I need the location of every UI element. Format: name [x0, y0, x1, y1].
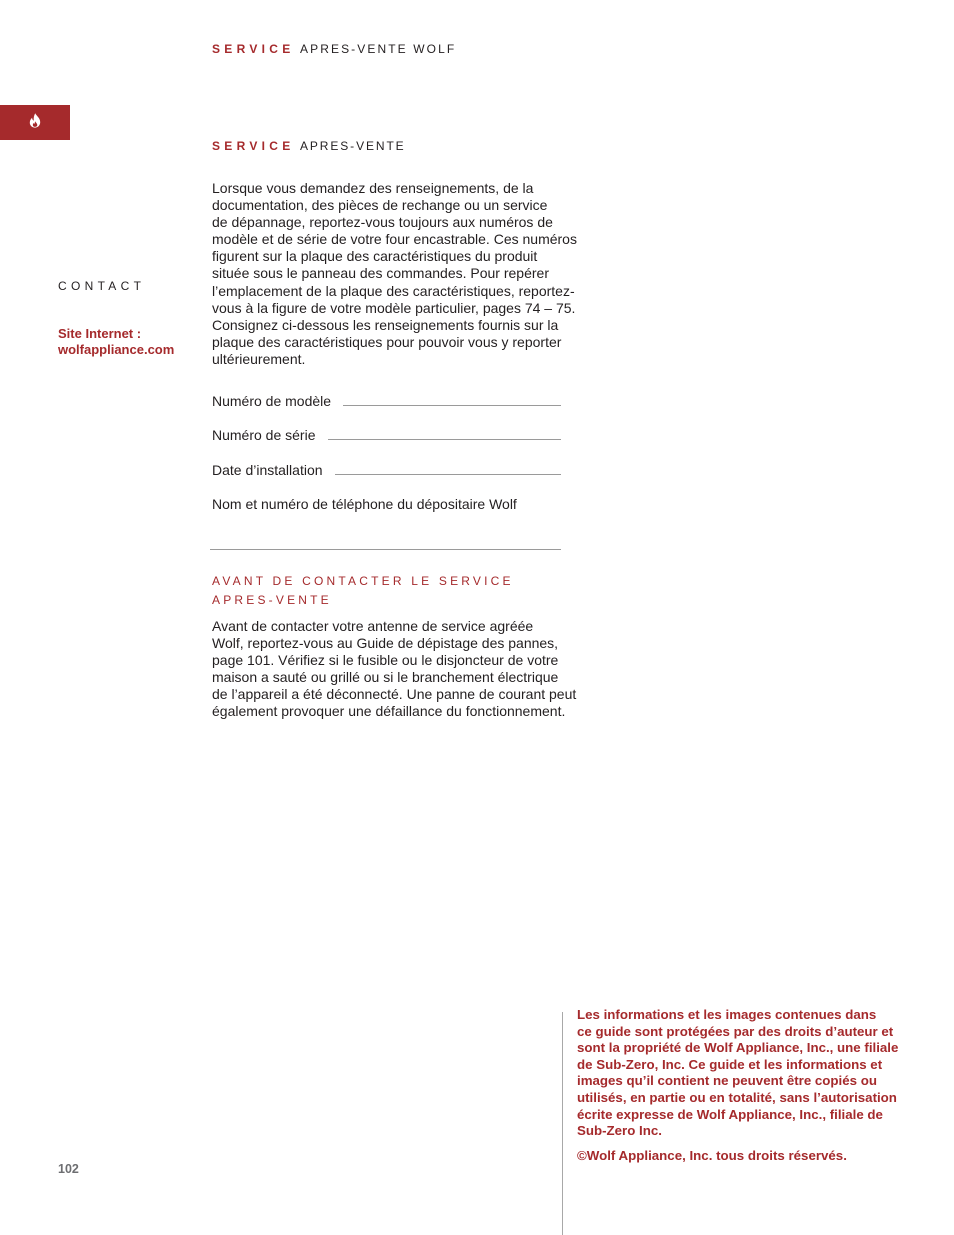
serial-number-blank	[328, 439, 562, 440]
intro-line: Consignez ci-dessous les renseignements fournis sur la	[212, 316, 559, 333]
before-contact-paragraph	[212, 618, 576, 721]
section-accent: SERVICE	[212, 139, 295, 153]
intro-line: de dépannage, reportez-vous toujours aux numéros de	[212, 214, 553, 231]
before-contact-line: maison a sauté ou grillé ou si le branchement électrique	[212, 669, 559, 686]
header-accent: SERVICE	[212, 42, 295, 56]
before-contact-line: également provoquer une défaillance du fonctionnement.	[212, 703, 566, 720]
install-date-blank	[335, 474, 561, 475]
before-contact-line: de l’appareil a été déconnecté. Une panne de courant peut	[212, 686, 577, 703]
intro-line: Lorsque vous demandez des renseignements, de la	[212, 180, 534, 196]
model-number-blank	[343, 405, 561, 406]
before-contact-heading-line: APRES-VENTE	[212, 593, 332, 607]
intro-paragraph	[212, 180, 577, 368]
intro-line: modèle et de série de votre four encastrable. Ces numéros	[212, 231, 577, 248]
legal-line: de Sub-Zero, Inc. Ce guide et les informations et	[577, 1056, 883, 1072]
website-label: Site Internet :	[58, 326, 142, 341]
intro-line: documentation, des pièces de rechange ou un service	[212, 197, 548, 214]
website-link[interactable]: wolfappliance.com	[58, 342, 175, 357]
intro-line: figurent sur la plaque des caractéristiques du produit	[212, 248, 538, 265]
dealer-blank	[210, 549, 561, 550]
before-contact-heading-line: AVANT DE CONTACTER LE SERVICE	[212, 574, 514, 588]
legal-line: utilisés, en partie ou en totalité, sans l’autorisation	[577, 1089, 897, 1105]
before-contact-line: page 101. Vérifiez si le fusible ou le disjoncteur de votre	[212, 652, 559, 669]
intro-line: vous à la figure de votre modèle particulier, pages 74 – 75.	[212, 299, 576, 316]
model-number-row	[212, 393, 561, 410]
legal-line: images qu’il contient ne peuvent être copiés ou	[577, 1073, 877, 1089]
website-block	[58, 326, 174, 358]
contact-label: CONTACT	[58, 279, 146, 293]
serial-number-label: Numéro de série	[212, 427, 316, 443]
dealer-label: Nom et numéro de téléphone du dépositaire Wolf	[212, 496, 517, 512]
legal-line: sont la propriété de Wolf Appliance, Inc., une filiale	[577, 1040, 899, 1056]
intro-line: située sous le panneau des commandes. Pour repérer	[212, 265, 549, 282]
flame-icon	[29, 113, 41, 128]
intro-line: ultérieurement.	[212, 350, 306, 367]
copyright: ©Wolf Appliance, Inc. tous droits réservés.	[577, 1148, 847, 1163]
model-number-label: Numéro de modèle	[212, 393, 332, 409]
before-contact-line: Avant de contacter votre antenne de service agréée	[212, 618, 534, 634]
legal-notice	[577, 1007, 898, 1140]
legal-divider	[562, 1012, 563, 1235]
intro-line: plaque des caractéristiques pour pouvoir vous y reporter	[212, 333, 562, 350]
page-number: 102	[58, 1162, 79, 1176]
section-title: APRES-VENTE	[300, 139, 406, 153]
install-date-row	[212, 462, 561, 479]
dealer-row	[212, 496, 561, 513]
legal-line: Sub-Zero Inc.	[577, 1123, 662, 1139]
header-title: APRES-VENTE WOLF	[300, 42, 457, 56]
install-date-label: Date d’installation	[212, 462, 323, 478]
before-contact-heading	[212, 572, 514, 610]
intro-line: l’emplacement de la plaque des caractéristiques, reportez-	[212, 282, 575, 299]
legal-line: Les informations et les images contenues dans	[577, 1007, 877, 1022]
legal-line: écrite expresse de Wolf Appliance, Inc., filiale de	[577, 1106, 883, 1122]
before-contact-line: Wolf, reportez-vous au Guide de dépistage des pannes,	[212, 635, 559, 652]
legal-line: ce guide sont protégées par des droits d’auteur et	[577, 1023, 894, 1039]
serial-number-row	[212, 427, 561, 444]
